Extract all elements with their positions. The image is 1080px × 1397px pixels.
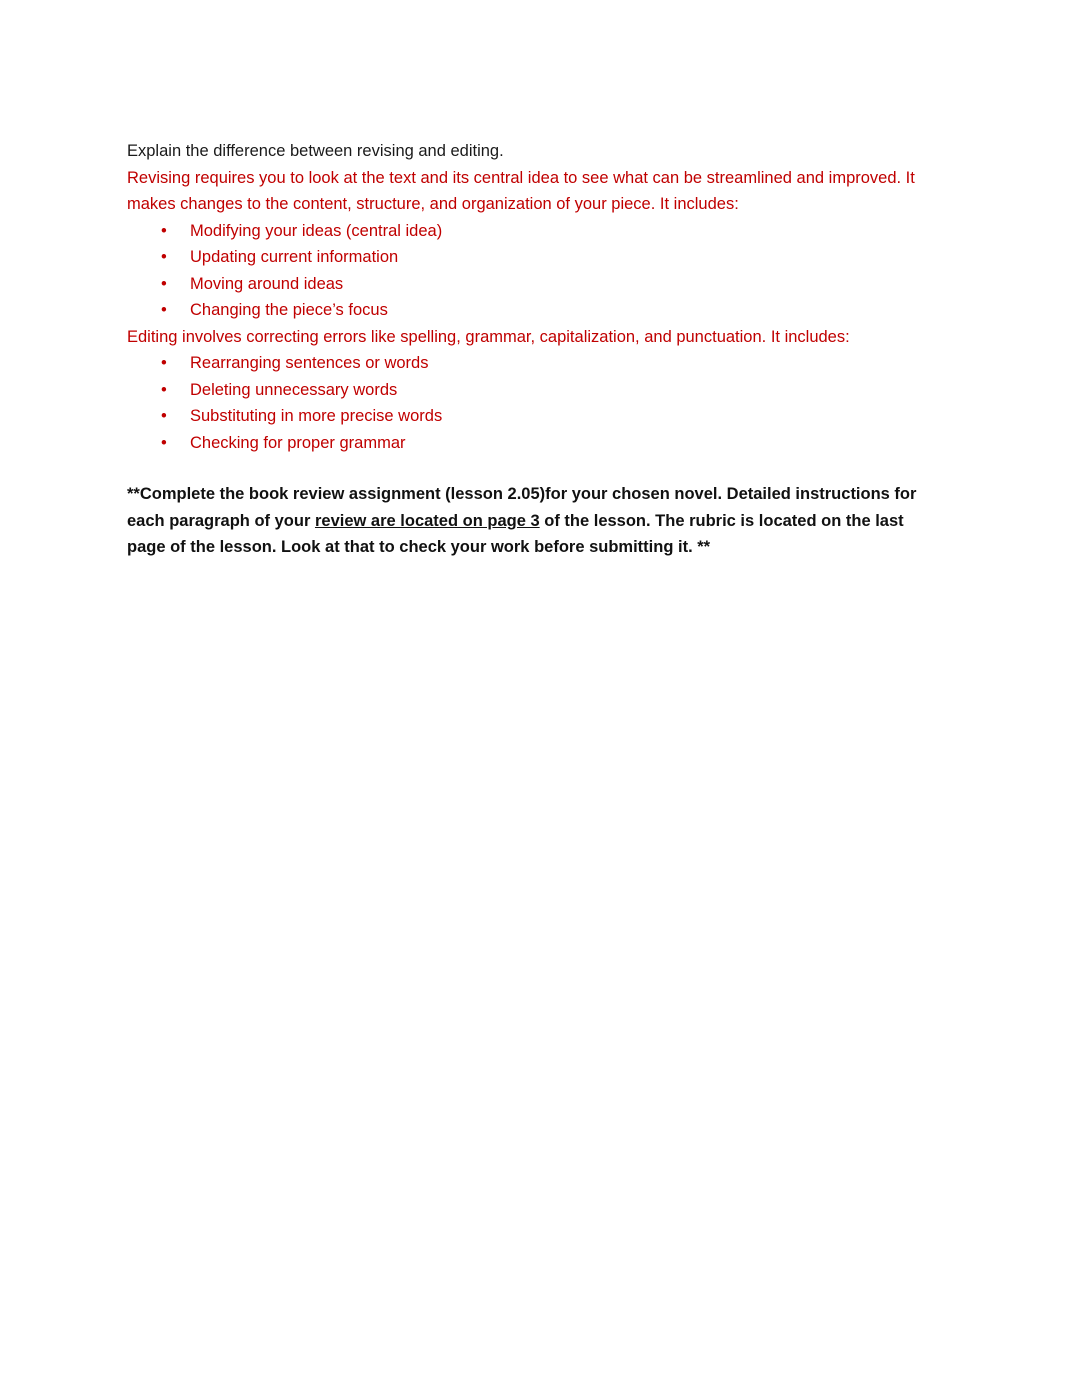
list-item: • Moving around ideas	[127, 271, 942, 298]
revising-intro: Revising requires you to look at the text and its central idea to see what can be streamlined and improved. It makes changes to the content, structure, and organization of your piece. It includes:	[127, 168, 915, 213]
assignment-note	[127, 481, 942, 561]
list-item: • Changing the piece’s focus	[127, 297, 942, 324]
list-item: • Updating current information	[127, 244, 942, 271]
list-item: • Modifying your ideas (central idea)	[127, 218, 942, 245]
list-item: • Rearranging sentences or words	[127, 350, 942, 377]
list-item: • Checking for proper grammar	[127, 430, 942, 457]
note-text-start: **Complete the book review assignment (lesson 2.05)for your chosen novel. Detailed instructions for each paragraph of your	[127, 485, 917, 530]
editing-bullet-list	[127, 350, 942, 456]
revising-bullet-list	[127, 218, 942, 324]
note-text-end: of the lesson. The rubric is located on the last page of the lesson. Look at that to check your work before submitting it. **	[127, 511, 904, 556]
list-item: • Substituting in more precise words	[127, 403, 942, 430]
heading: Explain the difference between revising and editing.	[127, 142, 504, 160]
note-text-underlined: review are located on page 3	[314, 511, 540, 530]
editing-intro: Editing involves correcting errors like spelling, grammar, capitalization, and punctuation. It includes:	[127, 327, 850, 346]
list-item: • Deleting unnecessary words	[127, 377, 942, 404]
